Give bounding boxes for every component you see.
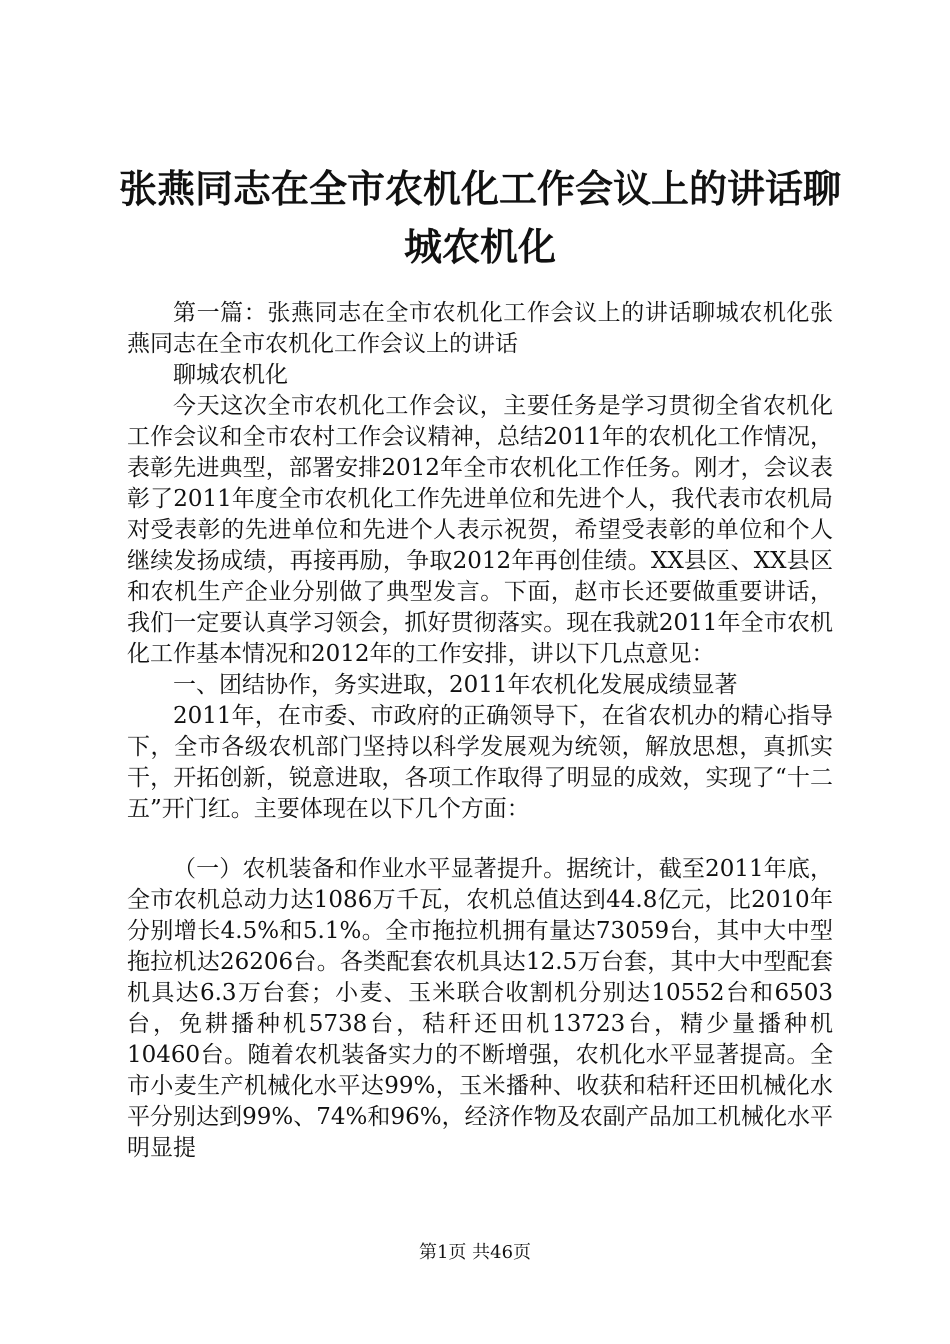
section-heading: 一、团结协作，务实进取，2011年农机化发展成绩显著	[173, 672, 738, 698]
paragraph-intro: 第一篇：张燕同志在全市农机化工作会议上的讲话聊城农机化张燕同志在全市农机化工作会议上的讲话	[127, 300, 833, 357]
paragraph-equipment: （一）农机装备和作业水平显著提升。据统计，截至2011年底，全市农机总动力达1086万千瓦，农机总值达到44.8亿元，比2010年分别增长4.5%和5.1%。全市拖拉机拥有量达73059台，其中大中型拖拉机达26206台。各类配套农机具达12.5万台套，其中大中型配套机具达6.3万台套；小麦、玉米联合收割机分别达10552台和6503台，免耕播种机5738台，秸秆还田机13723台，精少量播种机10460台。随着农机装备实力的不断增强，农机化水平显著提高。全市小麦生产机械化水平达99%，玉米播种、收获和秸秆还田机械化水平分别达到99%、74%和96%，经济作物及农副产品加工机械化水平明显提	[127, 856, 833, 1161]
paragraph-source: 聊城农机化	[173, 362, 288, 388]
paragraph-opening: 今天这次全市农机化工作会议，主要任务是学习贯彻全省农机化工作会议和全市农村工作会议精神，总结2011年的农机化工作情况，表彰先进典型，部署安排2012年全市农机化工作任务。刚才，会议表彰了2011年度全市农机化工作先进单位和先进个人，我代表市农机局对受表彰的先进单位和先进个人表示祝贺，希望受表彰的单位和个人继续发扬成绩，再接再励，争取2012年再创佳绩。XX县区、XX县区和农机生产企业分别做了典型发言。下面，赵市长还要做重要讲话，我们一定要认真学习领会，抓好贯彻落实。现在我就2011年全市农机化工作基本情况和2012年的工作安排，讲以下几点意见：	[127, 393, 833, 667]
page-number-footer: 第1页 共46页	[418, 1242, 532, 1263]
paragraph-summary: 2011年，在市委、市政府的正确领导下，在省农机办的精心指导下，全市各级农机部门坚持以科学发展观为统领，解放思想，真抓实干，开拓创新，锐意进取，各项工作取得了明显的成效，实现了“十二五”开门红。主要体现在以下几个方面：	[127, 703, 833, 822]
document-title: 张燕同志在全市农机化工作会议上的讲话聊城农机化	[118, 167, 841, 269]
document-body	[127, 298, 833, 1164]
